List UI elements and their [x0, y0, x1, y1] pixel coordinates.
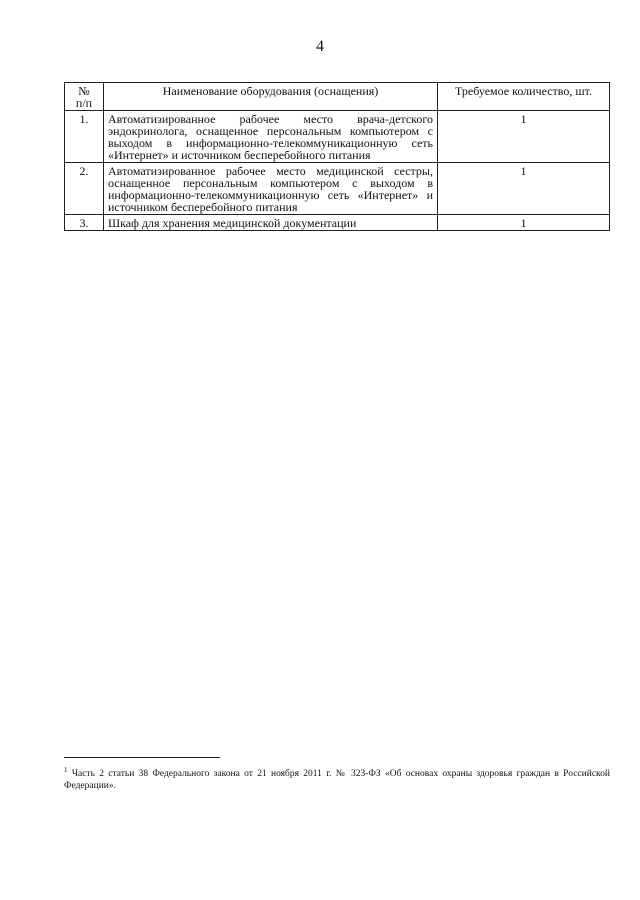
footnote-marker: 1: [64, 766, 68, 774]
table-header-row: [65, 83, 610, 111]
row-quantity: 1: [438, 163, 610, 215]
row-number: 2.: [65, 163, 104, 215]
page-number: 4: [316, 38, 324, 55]
header-equipment-name: Наименование оборудования (оснащения): [104, 83, 438, 111]
header-number-abbr: п/п: [75, 96, 93, 110]
row-equipment-name: Автоматизированное рабочее место медицинской сестры, оснащенное персональным компьютером с выходом в информационно-телекоммуникационную сеть «Интернет» и источником бесперебойного питания: [104, 163, 438, 215]
header-quantity: Требуемое количество, шт.: [438, 83, 610, 111]
equipment-table: [64, 82, 610, 231]
row-equipment-name: Шкаф для хранения медицинской документации: [104, 215, 438, 231]
row-quantity: 1: [438, 111, 610, 163]
header-number-sign: №: [78, 84, 90, 98]
row-quantity: 1: [438, 215, 610, 231]
header-number: [65, 83, 104, 111]
footnote-text: Часть 2 статьи 38 Федерального закона от 21 ноября 2011 г. № 323-ФЗ «Об основах охраны здоровья граждан в Российской Федерации».: [64, 769, 610, 792]
table-row: [65, 111, 610, 163]
footnote: [64, 764, 610, 792]
row-number: 3.: [65, 215, 104, 231]
table-row: [65, 163, 610, 215]
row-equipment-name: Автоматизированное рабочее место врача-детского эндокринолога, оснащенное персональным компьютером с выходом в информационно-телекоммуникационную сеть «Интернет» и источником бесперебойного питания: [104, 111, 438, 163]
footnote-separator: [64, 757, 220, 758]
row-number: 1.: [65, 111, 104, 163]
table-row: [65, 215, 610, 231]
